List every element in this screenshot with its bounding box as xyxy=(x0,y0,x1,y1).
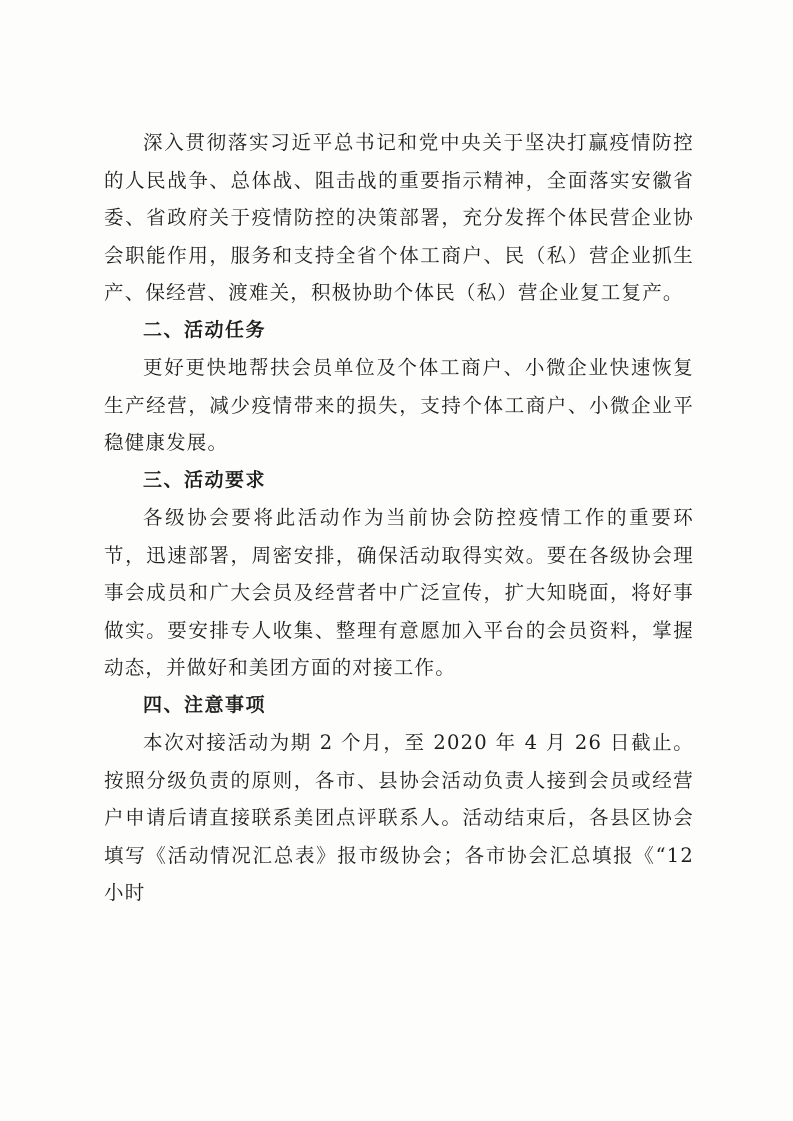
section-heading-notes: 四、注意事项 xyxy=(143,693,267,716)
section-body-notes: 本次对接活动为期 2 个月，至 2020 年 4 月 26 日截止。按照分级负责的原则，各市、县协会活动负责人接到会员或经营户申请后请直接联系美团点评联系人。活动结束后，各县区协会填写《活动情况汇总表》报市级协会；各市协会汇总填报《“12 小时 xyxy=(104,731,694,904)
section-heading-activity-tasks: 二、活动任务 xyxy=(143,318,267,341)
section-body-activity-tasks: 更好更快地帮扶会员单位及个体工商户、小微企业快速恢复生产经营，减少疫情带来的损失，支持个体工商户、小微企业平稳健康发展。 xyxy=(104,356,694,454)
section-body-activity-requirements: 各级协会要将此活动作为当前协会防控疫情工作的重要环节，迅速部署，周密安排，确保活动取得实效。要在各级协会理事会成员和广大会员及经营者中广泛宣传，扩大知晓面，将好事做实。要安排专人收集、整理有意愿加入平台的会员资料，掌握动态，并做好和美团方面的对接工作。 xyxy=(104,506,694,679)
section-heading-activity-requirements: 三、活动要求 xyxy=(143,468,267,491)
intro-paragraph: 深入贯彻落实习近平总书记和党中央关于坚决打赢疫情防控的人民战争、总体战、阻击战的重要指示精神，全面落实安徽省委、省政府关于疫情防控的决策部署，充分发挥个体民营企业协会职能作用，服务和支持全省个体工商户、民（私）营企业抓生产、保经营、渡难关，积极协助个体民（私）营企业复工复产。 xyxy=(104,131,694,304)
document-body xyxy=(104,124,694,912)
